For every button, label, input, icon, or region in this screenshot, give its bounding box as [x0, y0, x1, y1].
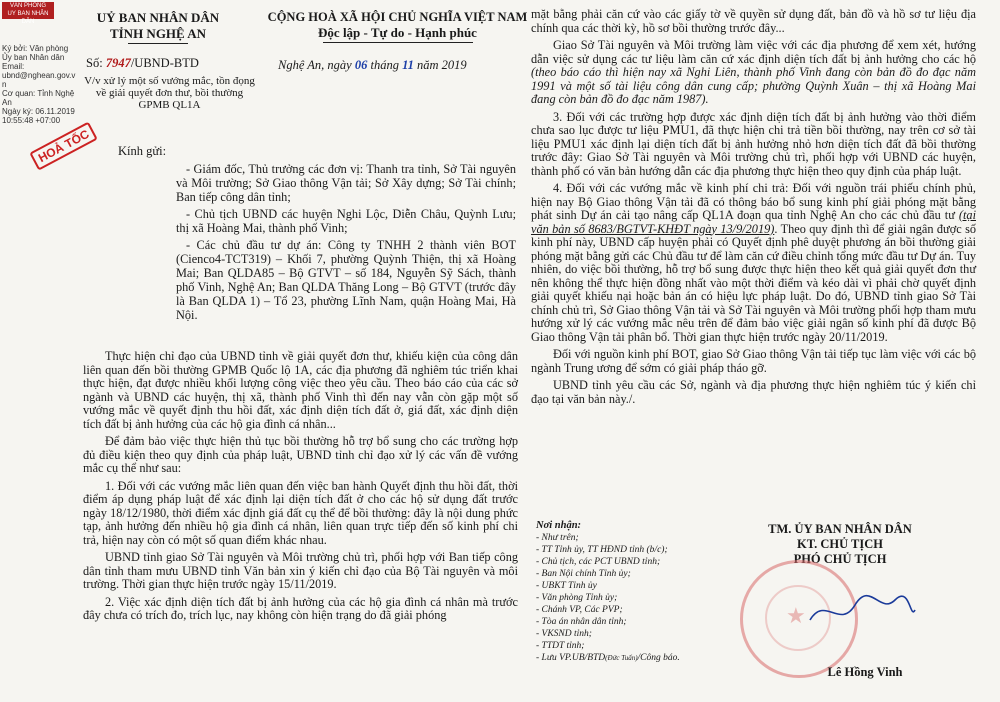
distribution-item: - Tòa án nhân dân tỉnh; — [536, 617, 627, 627]
recipient-item: - Giám đốc, Thủ trưởng các đơn vị: Thanh tra tỉnh, Sở Tài nguyên và Môi trường; Sở Giao thông Vận tải; Sở Xây dựng; Sở Tài chính; Ban tiếp công dân tỉnh; — [176, 162, 516, 204]
meta-line: Ký bởi: Văn phòng — [2, 44, 69, 53]
star-icon: ★ — [786, 603, 806, 628]
signature-scribble — [800, 585, 920, 635]
signature-scribble-svg — [800, 585, 920, 635]
signature-line3: PHÓ CHỦ TỊCH — [793, 552, 887, 566]
body-paragraph — [531, 182, 976, 344]
meta-line: ubnd@nghean.gov.v — [2, 71, 76, 80]
recipients-to — [176, 162, 516, 324]
body-paragraph: UBND tỉnh giao Sở Tài nguyên và Môi trường chủ trì, phối hợp với Ban tiếp công dân tỉnh tham mưu UBND tỉnh Văn bản xin ý kiến chỉ đạo của Bộ Tài nguyên và môi trường. Thời gian thực hiện trước ngày 15/11/2019. — [83, 550, 518, 591]
body-paragraph: mặt bằng phải căn cứ vào các giấy tờ về quyền sử dụng đất, bản đồ và hồ sơ tư liệu địa chính qua các thời kỳ, hồ sơ bồi thường trước đây... — [531, 7, 976, 35]
body-paragraph: 2. Việc xác định diện tích đất bị ảnh hưởng của các hộ gia đình cá nhân mà trước đây chưa có trích đo, trích lục, nay không còn hiện trạng do đã giải phóng — [83, 594, 518, 622]
body-paragraph: 1. Đối với các vướng mắc liên quan đến việc ban hành Quyết định thu hồi đất, thời điểm áp dụng pháp luật để xác định lại diện tích đất ở cho các hộ sử dụng đất trước ngày 18/12/1980, thời điểm xác định giá đất cụ thể để bồi thường: đây là nội dung phức tạp, ảnh hưởng đến nhiều hộ gia đình cá nhân, liên quan trực tiếp đến số kinh phí chi trả, hiện nay còn có một số quan điểm khác nhau. — [83, 478, 518, 547]
issuer-underline — [128, 43, 188, 44]
signature-line2: KT. CHỦ TỊCH — [796, 537, 883, 551]
signing-badge-line2: UY BAN NHÂN DÂN — [7, 11, 49, 25]
signing-badge-line1: VĂN PHÒNG — [9, 3, 46, 9]
document-number — [86, 56, 199, 71]
place-date — [278, 58, 467, 73]
distribution-item: - Như trên; — [536, 533, 579, 543]
distribution-item: - TTDT tỉnh; — [536, 641, 585, 651]
signer-name: Lê Hồng Vinh — [827, 665, 903, 679]
number-value: 7947 — [105, 56, 131, 70]
date-month-label: tháng — [370, 58, 399, 72]
distribution-note: (Đức Tuấn) — [605, 654, 638, 662]
nation-line1: CỘNG HOÀ XÃ HỘI CHỦ NGHĨA VIỆT NAM — [267, 10, 528, 24]
date-month: 11 — [402, 58, 414, 72]
greeting: Kính gửi: — [118, 144, 167, 158]
place-label: Nghệ An, ngày — [278, 58, 352, 72]
number-label: Số: — [86, 56, 103, 70]
paragraph-italic: (tại văn bản số 8683/BGTVT-KHĐT ngày 13/9/2019) — [531, 208, 976, 236]
meta-line: Cơ quan: Tỉnh Nghệ — [2, 89, 75, 98]
meta-line: 10:55:48 +07:00 — [2, 116, 61, 125]
issuer-header — [68, 10, 248, 44]
distribution-text: - Lưu VP.UB/BTD — [536, 653, 606, 663]
document-subject: V/v xử lý một số vướng mắc, tồn đọng về giải quyết đơn thư, bồi thường GPMB QL1A — [84, 75, 255, 111]
distribution-item: - TT Tỉnh ủy, TT HĐND tỉnh (b/c); — [536, 545, 668, 555]
date-day: 06 — [354, 58, 368, 72]
left-body — [83, 350, 518, 627]
distribution-item: - VKSND tỉnh; — [536, 629, 592, 639]
paragraph-italic: (theo báo cáo thì hiện nay xã Nghi Liên, thành phố Vinh đang còn bản đồ đo đạc năm 1991 và một số tài liệu công dân cung cấp; phường Quỳnh Xuân – thị xã Hoàng Mai đang còn bản đồ đo đạc năm 1987). — [531, 65, 976, 106]
distribution-title: Nơi nhận: — [536, 520, 582, 531]
recipient-item: - Các chủ đầu tư dự án: Công ty TNHH 2 thành viên BOT (Cienco4-TCT319) – Khối 7, phường Quỳnh Thiện, thị xã Hoàng Mai; Ban QLDA85 – Bộ GTVT – số 184, Nguyễn Sỹ Sách, thành phố Vinh, Nghệ An; Ban QLDA Thăng Long – Bộ GTVT (trước đây là Ban QLDA 1) – Tổ 23, phường Lĩnh Nam, quận Hoàng Mai, Hà Nội. — [176, 238, 516, 322]
issuer-line1: UỶ BAN NHÂN DÂN — [96, 10, 220, 25]
urgent-stamp: HOẢ TỐC — [29, 121, 98, 170]
distribution-item — [536, 652, 716, 664]
signature-line1: TM. ỦY BAN NHÂN DÂN — [768, 522, 912, 536]
distribution-item: - Chánh VP, Các PVP; — [536, 605, 623, 615]
body-paragraph: UBND tỉnh yêu cầu các Sở, ngành và địa phương thực hiện nghiêm túc ý kiến chỉ đạo tại văn bản này./. — [531, 378, 976, 406]
paragraph-text: 4. Đối với các vướng mắc về kinh phí chi trả: Đối với nguồn trái phiếu chính phủ, hiện nay Bộ Giao thông Vận tải đã có thông báo bổ sung kinh phí giải phóng mặt bằng phát sinh Dự án cải tạo nâng cấp QL1A đoạn qua tỉnh Nghệ An cho các chủ đầu tư — [531, 181, 976, 222]
body-paragraph: 3. Đối với các trường hợp được xác định diện tích đất bị ảnh hưởng vào thời điểm chưa sao lục được tư liệu PMU1, đã thực hiện chi trả tiền bồi thường, nay trên cơ sở tài liệu PMU1 xác định lại diện tích đất bị ảnh hưởng nhỏ hơn diện tích đất đã bồi thường trước đây: Giao Sở Tài nguyên và Môi trường chủ trì, phối hợp với UBND các huyện, thành phố có văn bản hướng dẫn các địa phương thực hiện theo quy định của pháp luật. — [531, 109, 976, 178]
paragraph-text: . Theo quy định thì để giải ngân được số kinh phí này, UBND cấp huyện phải có Quyết định phê duyệt phương án bồi thường giải phóng mặt bằng gửi các Chủ đầu tư để làm căn cứ điều chỉnh tổng mức đầu tư Dự án. Tuy nhiên, do việc bồi thường, hỗ trợ bổ sung được thực hiện theo kết quả giải quyết đơn thư nên không thể thực hiện đồng nhất vào một thời điểm và kéo dài vì phải chờ quyết định giải quyết khiếu nại hoặc bản án có hiệu lực pháp luật. Do đó, UBND tỉnh giao Sở Tài chính chủ trì, Sở Giao thông Vận tải và Sở Tài nguyên và Môi trường phối hợp tham mưu hướng xử lý các vướng mắc nêu trên để đảm bảo việc giải ngân số kinh phí đã được Bộ Giao thông Vận tải phân bổ. Thời gian thực hiện trước ngày 20/11/2019. — [531, 221, 977, 344]
distribution-item: - Văn phòng Tỉnh ủy; — [536, 593, 618, 603]
distribution-item: - Chủ tịch, các PCT UBND tỉnh; — [536, 557, 661, 567]
right-body — [531, 8, 976, 410]
distribution-list — [536, 520, 716, 664]
body-paragraph: Thực hiện chỉ đạo của UBND tỉnh về giải quyết đơn thư, khiếu kiện của công dân liên quan đến bồi thường GPMB Quốc lộ 1A, các địa phương đã nghiêm túc triển khai thực hiện, đạt được nhiều khối lượng công việc theo yêu cầu. Theo báo cáo của các sở ngành và UBND các huyện, thị xã, thành phố Vinh thì đến nay vẫn còn gặp một số vướng mắc về quyết định thu hồi đất, xác định diện tích đất ở, giá đất, xác định diện tích đất bị ảnh hưởng của các hộ gia đình cá nhân... — [83, 349, 518, 431]
number-suffix: /UBND-BTD — [130, 56, 199, 70]
issuer-line2: TỈNH NGHỆ AN — [109, 26, 207, 41]
meta-line: An — [2, 98, 12, 107]
distribution-text: /Công báo. — [637, 653, 680, 663]
signature-block — [740, 522, 940, 567]
body-paragraph — [531, 39, 976, 107]
recipient-item: - Chủ tịch UBND các huyện Nghi Lộc, Diễn Châu, Quỳnh Lưu; thị xã Hoàng Mai, thành phố Vinh; — [176, 207, 516, 235]
distribution-item: - UBKT Tỉnh ủy — [536, 581, 597, 591]
signing-badge — [2, 2, 54, 25]
nation-underline — [323, 42, 473, 43]
nation-header — [265, 10, 530, 43]
nation-line2: Độc lập - Tự do - Hạnh phúc — [318, 25, 477, 40]
meta-line: Ủy ban Nhân dân — [2, 53, 65, 62]
body-paragraph: Đối với nguồn kinh phí BOT, giao Sở Giao thông Vận tải tiếp tục làm việc với các bộ ngành Trung ương để sớm có giải pháp tháo gỡ. — [531, 347, 976, 375]
meta-line: Email: — [2, 62, 25, 71]
signing-metadata — [2, 44, 82, 125]
date-year: năm 2019 — [417, 58, 467, 72]
distribution-item: - Ban Nội chính Tỉnh ủy; — [536, 569, 631, 579]
meta-line: n — [2, 80, 7, 89]
body-paragraph: Để đảm bảo việc thực hiện thủ tục bồi thường hỗ trợ bổ sung cho các trường hợp đủ điều kiện theo quy định của pháp luật, UBND tỉnh chỉ đạo xử lý các vấn đề vướng mắc cụ thể như sau: — [83, 434, 518, 475]
meta-line: Ngày ký: 06.11.2019 — [2, 107, 75, 116]
paragraph-text: Giao Sở Tài nguyên và Môi trường làm việc với các địa phương để xem xét, hướng dẫn việc sử dụng các tư liệu làm căn cứ xác định diện tích đất bị ảnh hưởng cho các hộ — [531, 38, 976, 66]
